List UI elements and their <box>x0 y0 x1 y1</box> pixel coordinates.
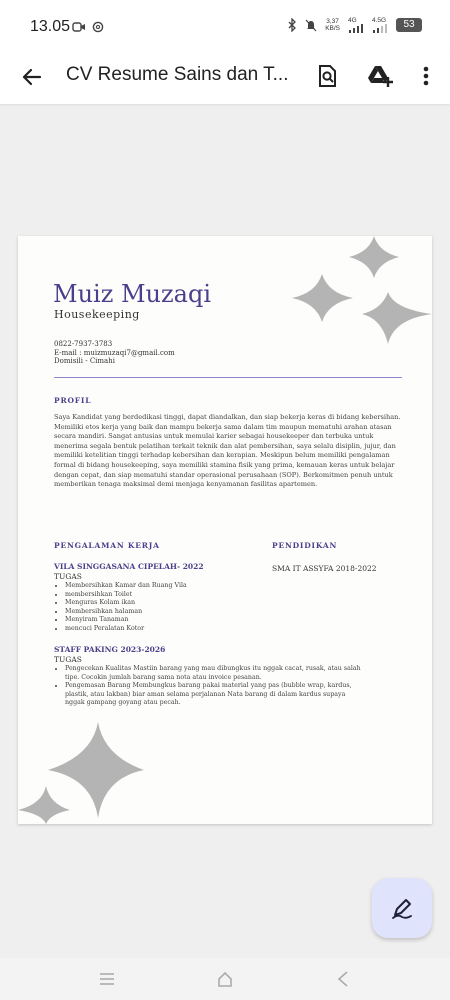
system-nav-bar <box>0 958 450 1000</box>
sparkle-decoration-bottom <box>18 722 148 824</box>
list-item: • Pengemasan Barang Membungkus barang pakai material yang pas (bubble wrap, kardus, plastik, atau lakban) biar aman selama perjalanan Nata barang di dalam kardus supaya nggak gampang goyang atau pecah. <box>65 682 361 708</box>
edit-fab[interactable] <box>372 878 432 938</box>
more-vert-icon[interactable] <box>420 63 432 89</box>
cv-email: E-mail : muizmuzaqi7@gmail.com <box>54 348 175 357</box>
signal-2: 4.5G <box>372 17 388 33</box>
list-item: • Membersihkan halaman <box>65 608 245 617</box>
job-tasks-label: TUGAS <box>54 572 82 581</box>
cv-name: Muiz Muzaqi <box>53 280 212 308</box>
profile-heading: PROFIL <box>54 396 92 405</box>
mute-icon <box>305 19 317 32</box>
document-page[interactable] <box>18 236 432 824</box>
cv-contact <box>54 340 175 366</box>
signal-icon <box>348 24 364 33</box>
status-left-icons <box>72 19 104 33</box>
profile-text: Saya Kandidat yang berdedikasi tinggi, dapat diandalkan, dan siap bekerja keras di bidang kebersihan. Memiliki etos kerja yang baik dan mampu bekerja sama dalam tim maupun mematuhi arahan atasan secara mandiri. Sangat antusias untuk memulai karier sebagai housekeeper dan terbuka untuk menerima segala bentuk pelatihan terkait teknik dan alat pembersihan, saya selalu disiplin, jujur, dan memiliki ketelitian tinggi terhadap kebersihan dan kerapian. Meskipun belum memiliki pengalaman formal di bidang housekeeping, saya memiliki stamina fisik yang prima, kemauan keras untuk belajar dengan cepat, dan siap mematuhi standar operasional perusahaan (SOP). Berkomitmen penuh untuk memberikan tenaga maksimal demi menjaga kenyamanan fasilitas apartemen. <box>54 413 401 489</box>
experience-heading: PENGALAMAN KERJA <box>54 541 160 550</box>
signal-icon <box>372 24 388 33</box>
job-title: STAFF PAKING 2023-2026 <box>54 645 166 654</box>
list-item: • Pengecekan Kualitas Mastiin barang yang mau dibungkus itu nggak cacat, rusak, atau salah tipe. Cocokin jumlah barang sama nota atau invoice pesanan. <box>65 665 361 682</box>
back-arrow-icon[interactable] <box>18 63 46 91</box>
education-heading: PENDIDIKAN <box>272 541 338 550</box>
cv-phone: 0822-7937-3783 <box>54 340 113 348</box>
status-right <box>287 17 422 33</box>
job-title: VILA SINGGASANA CIPELAH- 2022 <box>54 562 204 571</box>
back-nav-icon[interactable] <box>334 970 352 988</box>
edit-pen-icon <box>390 896 414 920</box>
home-icon[interactable] <box>216 970 234 988</box>
education-entry: SMA IT ASSYFA 2018-2022 <box>272 564 377 573</box>
job-tasks-label: TUGAS <box>54 655 82 664</box>
video-record-icon <box>72 21 86 33</box>
list-item: • mencuci Peralatan Kotor <box>65 625 245 634</box>
search-in-document-icon[interactable] <box>314 63 340 89</box>
list-item: • Menyiram Tanaman <box>65 616 245 625</box>
add-to-drive-icon[interactable] <box>366 63 394 89</box>
header-divider <box>54 377 402 378</box>
sparkle-decoration-top <box>268 236 432 346</box>
list-item: • Membersihkan Kamar dan Ruang Vila <box>65 582 245 591</box>
bluetooth-icon <box>287 18 297 32</box>
list-item: • Menguras Kolam ikan <box>65 599 245 608</box>
document-title: CV Resume Sains dan T... <box>66 64 289 85</box>
net-speed: 3,37 KB/S <box>325 18 340 32</box>
cv-role: Housekeeping <box>54 308 140 321</box>
list-item: • membersihkan Toilet <box>65 591 245 600</box>
job-task-list <box>54 582 245 634</box>
signal-1: 4G <box>348 17 364 33</box>
cv-domicile: Domisili - Cimahi <box>54 357 115 365</box>
status-bar <box>0 0 450 56</box>
status-time: 13.05 <box>30 18 71 35</box>
app-bar <box>0 50 450 104</box>
threads-icon <box>92 21 104 33</box>
recent-apps-icon[interactable] <box>98 970 116 988</box>
job-task-list <box>54 665 361 708</box>
battery-indicator: 53 <box>396 18 422 32</box>
